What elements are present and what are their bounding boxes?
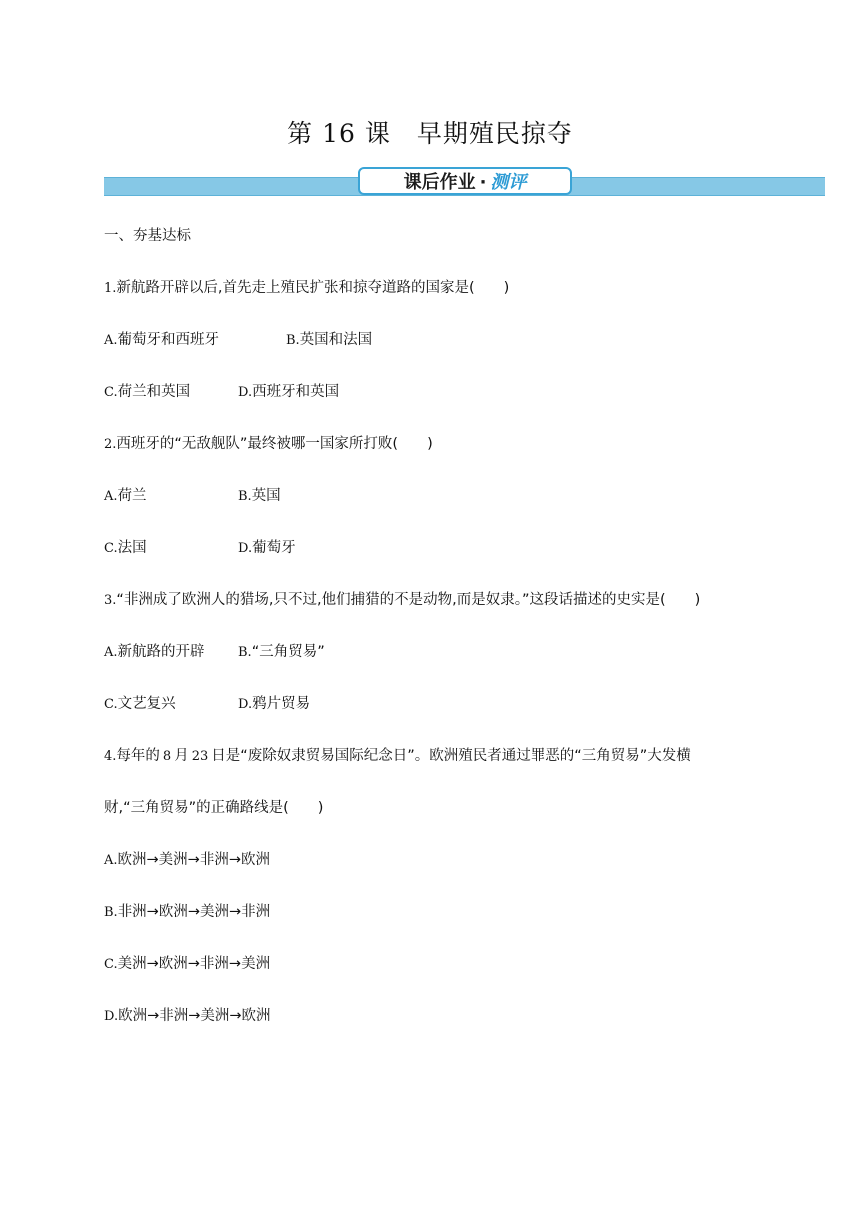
option-letter: C. xyxy=(104,957,118,972)
option-4b xyxy=(104,902,270,923)
question-text: 西班牙的“无敌舰队”最终被哪一国家所打败( ) xyxy=(116,436,433,452)
option-letter: C. xyxy=(104,385,118,400)
page-title: 第 16 课 早期殖民掠夺 xyxy=(287,119,573,148)
question-number: 3. xyxy=(104,593,117,608)
option-letter: A. xyxy=(104,489,118,504)
option-3a xyxy=(104,642,205,663)
date-day: 23 xyxy=(191,749,209,764)
option-3d xyxy=(238,694,310,715)
option-1b xyxy=(286,330,372,351)
option-text: 鸦片贸易 xyxy=(252,696,311,712)
option-4d xyxy=(104,1006,271,1027)
question-text: “非洲成了欧洲人的猎场,只不过,他们捕猎的不是动物,而是奴隶。”这段话描述的史实是( ) xyxy=(116,592,701,608)
option-letter: B. xyxy=(104,905,118,920)
question-text-part: 月 xyxy=(174,748,189,764)
option-text: 法国 xyxy=(117,540,147,556)
option-letter: A. xyxy=(104,333,118,348)
option-text: “三角贸易” xyxy=(251,644,325,660)
option-2a xyxy=(104,486,147,507)
option-letter: C. xyxy=(104,697,118,712)
option-text: 荷兰和英国 xyxy=(117,384,191,400)
option-1d xyxy=(238,382,339,403)
option-text: 英国 xyxy=(251,488,281,504)
option-4a xyxy=(104,850,270,871)
option-3b xyxy=(238,642,325,663)
question-2 xyxy=(104,434,433,455)
banner-label xyxy=(358,167,572,195)
question-text-part: 每年的 xyxy=(116,748,160,764)
section-banner xyxy=(104,167,825,197)
question-text-part: 日是“废除奴隶贸易国际纪念日”。欧洲殖民者通过罪恶的“三角贸易”大发横 xyxy=(211,748,691,764)
option-2b xyxy=(238,486,281,507)
option-2d xyxy=(238,538,296,559)
option-text: 欧洲→美洲→非洲→欧洲 xyxy=(117,852,270,868)
option-letter: D. xyxy=(104,1009,119,1024)
banner-main-text: 课后作业 xyxy=(403,172,476,193)
option-letter: A. xyxy=(104,645,118,660)
option-1a xyxy=(104,330,219,351)
option-letter: B. xyxy=(286,333,300,348)
section-heading: 一、夯基达标 xyxy=(104,228,191,244)
option-text: 葡萄牙和西班牙 xyxy=(117,332,220,348)
option-2c xyxy=(104,538,147,559)
question-4-continued: 财,“三角贸易”的正确路线是( ) xyxy=(104,800,324,816)
option-letter: D. xyxy=(238,697,253,712)
option-letter: B. xyxy=(238,645,252,660)
question-number: 1. xyxy=(104,281,117,296)
option-text: 美洲→欧洲→非洲→美洲 xyxy=(117,956,271,972)
date-month: 8 xyxy=(162,749,172,764)
option-text: 英国和法国 xyxy=(299,332,373,348)
option-letter: B. xyxy=(238,489,252,504)
question-3 xyxy=(104,590,700,611)
option-text: 新航路的开辟 xyxy=(117,644,205,660)
option-text: 葡萄牙 xyxy=(252,540,296,556)
option-text: 西班牙和英国 xyxy=(252,384,340,400)
option-text: 欧洲→非洲→美洲→欧洲 xyxy=(118,1008,271,1024)
option-letter: C. xyxy=(104,541,118,556)
question-4 xyxy=(104,746,691,767)
option-text: 非洲→欧洲→美洲→非洲 xyxy=(117,904,271,920)
question-text: 新航路开辟以后,首先走上殖民扩张和掠夺道路的国家是( ) xyxy=(116,280,510,296)
banner-dot: · xyxy=(479,172,487,193)
question-number: 2. xyxy=(104,437,117,452)
option-text: 文艺复兴 xyxy=(117,696,176,712)
option-text: 荷兰 xyxy=(117,488,147,504)
question-number: 4. xyxy=(104,749,117,764)
option-letter: D. xyxy=(238,541,253,556)
option-letter: D. xyxy=(238,385,253,400)
option-4c xyxy=(104,954,270,975)
banner-accent-text: 测评 xyxy=(490,172,527,193)
option-3c xyxy=(104,694,176,715)
option-letter: A. xyxy=(104,853,118,868)
option-1c xyxy=(104,382,190,403)
question-1 xyxy=(104,278,509,299)
